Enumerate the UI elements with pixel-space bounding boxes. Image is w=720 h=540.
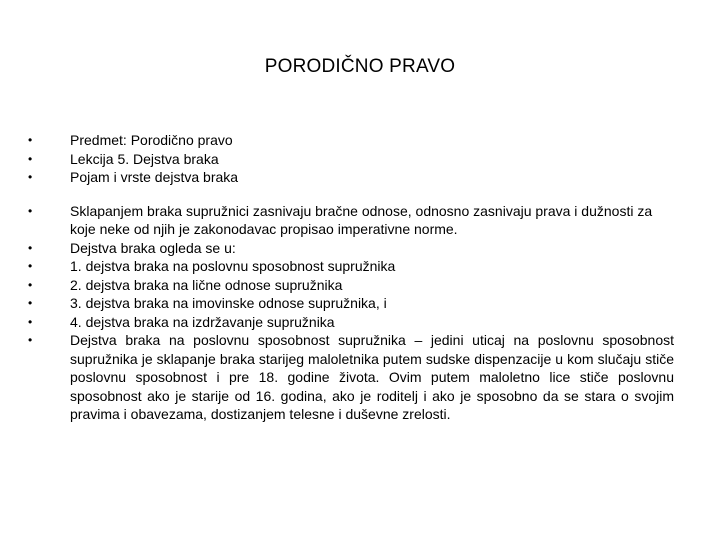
list-item (24, 331, 674, 424)
list-item (24, 276, 674, 295)
list-item (24, 294, 674, 313)
bullet-icon: • (28, 296, 33, 310)
bullet-icon: • (28, 203, 33, 218)
bullet-icon: • (28, 333, 33, 347)
list-item (24, 257, 674, 276)
bullet-icon: • (28, 259, 33, 273)
bullet-icon: • (28, 314, 33, 329)
bullet-list (24, 131, 674, 424)
bullet-icon: • (28, 151, 33, 166)
list-item-text: Dejstva braka ogleda se u: (70, 239, 236, 256)
bullet-icon: • (28, 277, 33, 292)
list-item-text: 3. dejstva braka na imovinske odnose supružnika, i (70, 295, 387, 311)
bullet-icon: • (28, 133, 33, 147)
list-item-text: 2. dejstva braka na lične odnose supružnika (70, 276, 343, 293)
slide-title: PORODIČNO PRAVO (264, 56, 456, 77)
list-item-text: Predmet: Porodično pravo (70, 132, 233, 148)
list-item (24, 168, 674, 187)
list-item-text: 1. dejstva braka na poslovnu sposobnost supružnika (70, 258, 396, 274)
list-item-text: Dejstva braka na poslovnu sposobnost supružnika – jedini uticaj na poslovnu sposobnost supružnika je sklapanje braka starijeg maloletnika putem sudske dispenzacije u kom slučaju stiče poslovnu sposobnost i pre 18. godine života. Ovim putem maloletno lice stiče poslovnu sposobnost ako je starije od 16. godina, ako je roditelj i ako je sposobno da se stara o svojim pravima i obavezama, dostizanjem telesne i duševne zrelosti. (70, 332, 674, 422)
list-item (24, 150, 674, 169)
list-item-text: 4. dejstva braka na izdržavanje supružnika (70, 313, 335, 330)
bullet-icon: • (28, 240, 33, 255)
list-item-text: Pojam i vrste dejstva braka (70, 169, 239, 185)
list-item-text: Lekcija 5. Dejstva braka (70, 150, 219, 167)
bullet-icon: • (28, 170, 33, 184)
list-item-text: Sklapanjem braka supružnici zasnivaju bračne odnose, odnosno zasnivaju prava i dužnosti za koje neke od njih je zakonodavac propisao imperativne norme. (70, 202, 653, 237)
list-item (24, 313, 674, 332)
list-item (24, 239, 674, 258)
spacer (24, 187, 674, 202)
list-item (24, 131, 674, 150)
list-item (24, 202, 674, 239)
